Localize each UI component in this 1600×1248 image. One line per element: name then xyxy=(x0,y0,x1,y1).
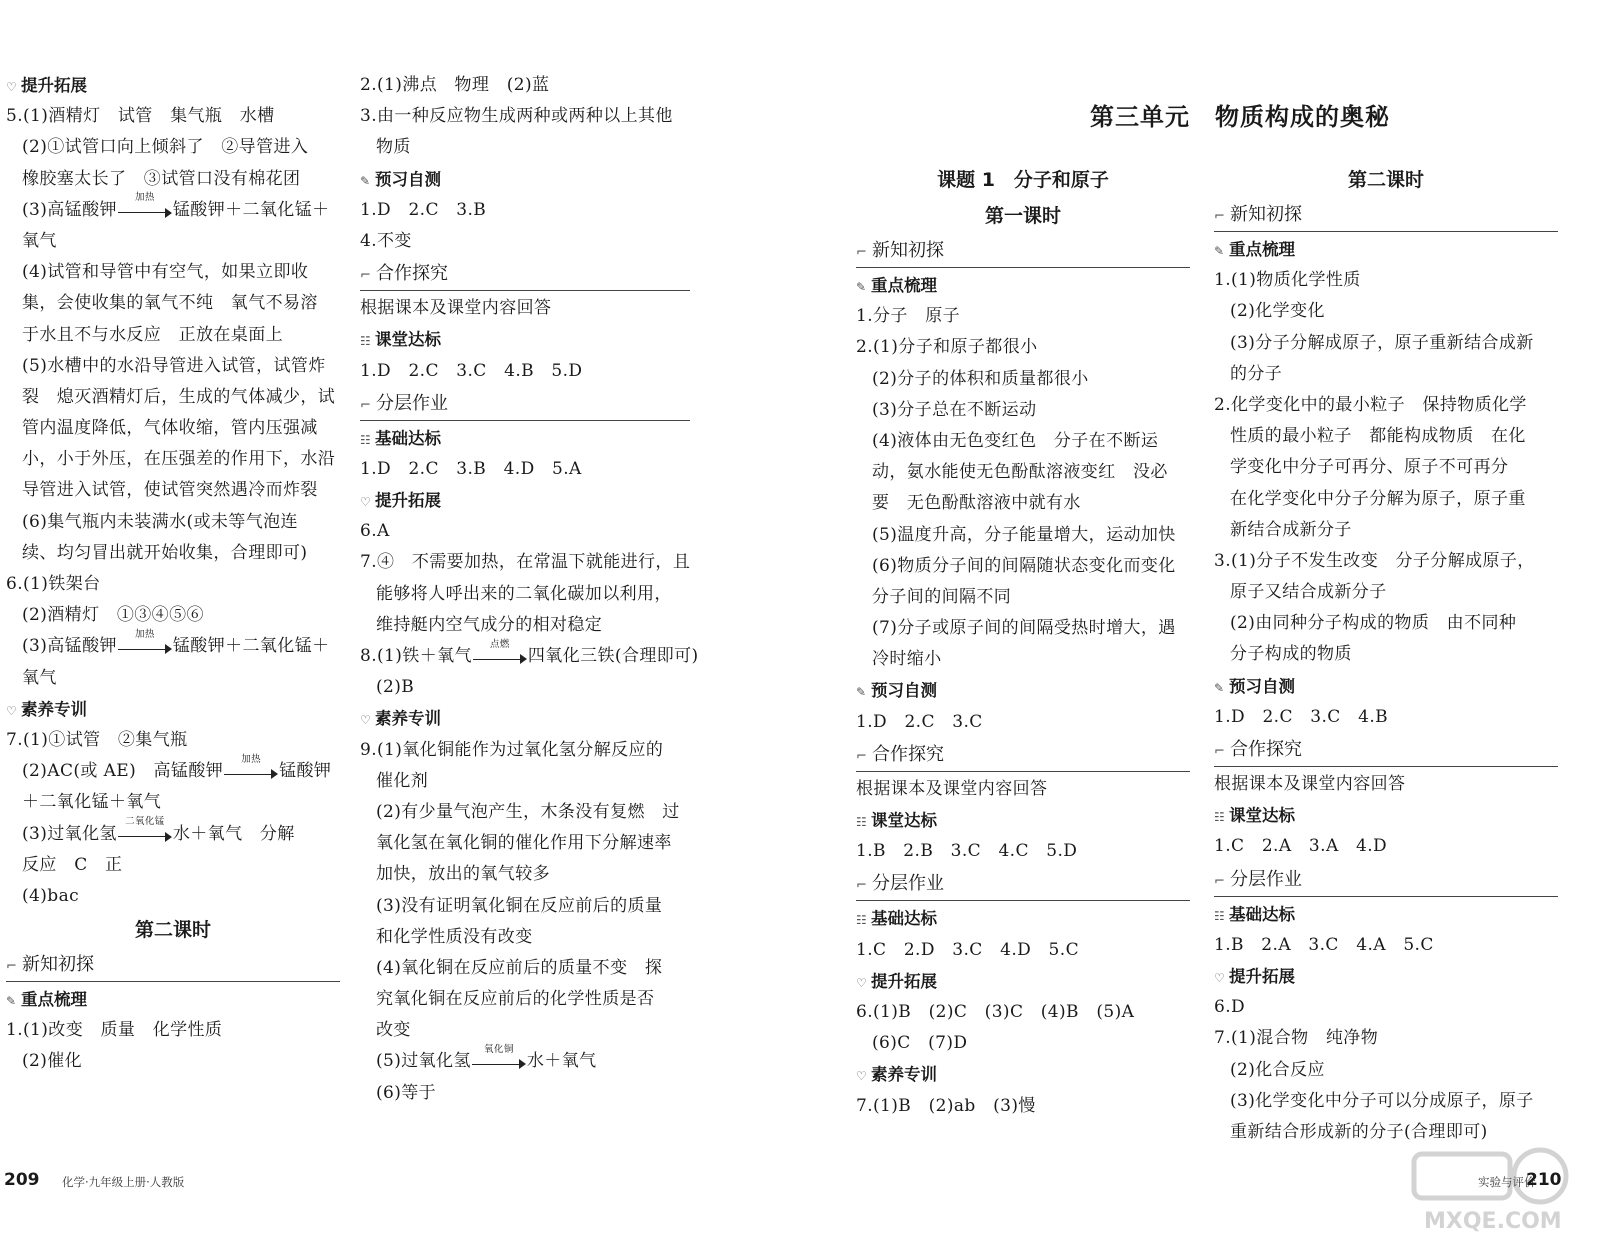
heading-text: 分层作业 xyxy=(376,392,448,414)
heading-text: 提升拓展 xyxy=(871,971,937,991)
reaction-arrow-icon xyxy=(118,628,172,655)
section-bar xyxy=(856,234,1190,268)
footer-right: 实验与评价 xyxy=(1478,1175,1536,1189)
equation-line xyxy=(360,1043,690,1077)
heading-text: 提升拓展 xyxy=(21,76,87,95)
section-title: 课题 1 分子和原子 xyxy=(937,169,1109,191)
equation-reactants: (2)AC(或 AE) 高锰酸钾 xyxy=(22,761,224,782)
answer-line: 反应 C 正 xyxy=(22,854,123,875)
heading-text: 基础达标 xyxy=(375,428,441,448)
book-icon: ☷ xyxy=(856,913,867,928)
heading-text: 课堂达标 xyxy=(375,330,441,350)
heading-text: 新知初探 xyxy=(1230,204,1302,225)
answer-line: (4)试管和导管中有空气，如果立即收 xyxy=(22,262,309,283)
answer-line: 根据课本及课堂内容回答 xyxy=(1214,774,1406,794)
flag-icon: ⌐ xyxy=(360,397,371,413)
right-column-1 xyxy=(856,162,1190,1122)
flag-icon: ⌐ xyxy=(856,748,867,764)
answer-line: 根据课本及课堂内容回答 xyxy=(856,778,1048,799)
answer-line: 分子构成的物质 xyxy=(1230,644,1352,665)
flag-icon: ⌐ xyxy=(856,878,867,894)
answer-line: 氧气 xyxy=(22,667,57,688)
answer-line: 1.(1)改变 质量 化学性质 xyxy=(6,1020,223,1041)
heading-text: 课堂达标 xyxy=(1229,806,1295,826)
reaction-arrow-icon xyxy=(118,816,172,842)
right-column-2 xyxy=(1214,162,1558,1148)
section-title: 第二课时 xyxy=(1347,169,1424,191)
section-heading xyxy=(856,1059,1190,1090)
answer-line: 1.B 2.B 3.C 4.C 5.D xyxy=(856,841,1078,862)
left-column-1 xyxy=(6,70,340,1078)
answer-line: (5)温度升高，分子能量增大，运动加快 xyxy=(872,524,1176,545)
equation-reactants: (3)过氧化氢 xyxy=(22,823,117,844)
answer-line: 2.(1)分子和原子都很小 xyxy=(856,337,1038,358)
equation-line xyxy=(6,192,340,226)
reaction-arrow-icon xyxy=(472,1043,526,1070)
equation-products: 水＋氧气 分解 xyxy=(172,823,295,844)
answer-line: 冷时缩小 xyxy=(872,649,942,670)
answer-line: 1.D 2.C 3.B xyxy=(360,199,487,220)
answer-line: 究氧化铜在反应前后的化学性质是否 xyxy=(376,989,655,1010)
section-title: 第二课时 xyxy=(134,919,211,942)
section-heading xyxy=(360,423,690,454)
answer-line: (5)水槽中的水沿导管进入试管，试管炸 xyxy=(22,355,326,376)
answer-line: 1.D 2.C 3.C 4.B 5.D xyxy=(360,360,583,381)
answer-line: 催化剂 xyxy=(376,770,429,791)
answer-line: 的分子 xyxy=(1230,363,1283,384)
answer-line: 重新结合形成新的分子(合理即可) xyxy=(1230,1121,1488,1142)
heading-text: 课堂达标 xyxy=(871,811,937,830)
section-bar xyxy=(360,387,690,421)
answer-line: 动，氨水能使无色酚酞溶液变红 没必 xyxy=(872,462,1168,483)
section-bar xyxy=(1214,198,1558,232)
svg-text:MXQE.COM: MXQE.COM xyxy=(1424,1209,1562,1234)
reaction-arrow-icon xyxy=(118,192,172,218)
book-icon: ☷ xyxy=(1214,908,1225,923)
section-bar xyxy=(1214,733,1558,767)
answer-line: 裂 熄灭酒精灯后，生成的气体减少，试 xyxy=(22,386,336,407)
answer-line: 1.D 2.C 3.B 4.D 5.A xyxy=(360,458,582,479)
section-heading xyxy=(360,703,690,734)
pen-icon: ✎ xyxy=(360,173,371,188)
section-heading xyxy=(856,675,1190,706)
answer-line: 学变化中分子可再分、原子不可再分 xyxy=(1230,457,1509,478)
heading-text: 新知初探 xyxy=(22,954,94,976)
page-number-left: 209 xyxy=(4,1170,40,1190)
reaction-condition: 二氧化锰 xyxy=(125,816,165,827)
answer-line: 续、均匀冒出就开始收集，合理即可) xyxy=(22,542,308,563)
answer-line: 分子间的间隔不同 xyxy=(872,586,1012,607)
pen-icon: ✎ xyxy=(1214,680,1225,695)
equation-line xyxy=(6,753,340,787)
heading-text: 基础达标 xyxy=(1229,904,1295,924)
answer-line: 要 无色酚酞溶液中就有水 xyxy=(872,493,1081,514)
bulb-icon: ♡ xyxy=(360,713,371,728)
flag-icon: ⌐ xyxy=(1214,744,1225,759)
section-heading xyxy=(856,270,1190,301)
answer-line: (4)氧化铜在反应前后的质量不变 探 xyxy=(376,957,663,978)
equation-reactants: (3)高锰酸钾 xyxy=(22,199,117,220)
heading-text: 新知初探 xyxy=(872,240,944,261)
flag-icon: ⌐ xyxy=(1214,209,1225,224)
answer-line: 7.(1)B (2)ab (3)慢 xyxy=(856,1095,1036,1116)
equation-products: 锰酸钾＋二氧化锰＋ xyxy=(172,199,330,220)
section-heading xyxy=(1214,800,1558,831)
answer-line: 2.(1)沸点 物理 (2)蓝 xyxy=(360,75,550,95)
section-heading xyxy=(1214,234,1558,265)
answer-line: 1.(1)物质化学性质 xyxy=(1214,270,1361,291)
left-column-2 xyxy=(360,70,699,1109)
section-heading xyxy=(360,324,690,355)
bulb-icon: ♡ xyxy=(1214,970,1225,985)
answer-line: 4.不变 xyxy=(360,230,412,251)
answer-line: (7)分子或原子间的间隔受热时增大，遇 xyxy=(872,618,1176,639)
section-bar xyxy=(6,948,340,982)
answer-line: 原子又结合成新分子 xyxy=(1230,582,1387,603)
section-heading xyxy=(1214,671,1558,702)
pen-icon: ✎ xyxy=(856,685,867,700)
answer-line: 维持艇内空气成分的相对稳定 xyxy=(376,614,603,635)
section-heading xyxy=(1214,961,1558,992)
book-icon: ☷ xyxy=(856,815,867,829)
reaction-condition: 加热 xyxy=(241,753,262,765)
answer-line: 能够将人呼出来的二氧化碳加以利用， xyxy=(376,583,672,604)
equation-reactants: (5)过氧化氢 xyxy=(376,1051,471,1072)
heading-text: 素养专训 xyxy=(375,709,441,729)
reaction-condition: 氧化铜 xyxy=(484,1043,514,1055)
answer-line: (2)由同种分子构成的物质 由不同种 xyxy=(1230,613,1517,634)
heading-text: 分层作业 xyxy=(1230,868,1302,890)
answer-line: 1.C 2.D 3.C 4.D 5.C xyxy=(856,939,1079,960)
answer-line: (3)分子总在不断运动 xyxy=(872,399,1037,420)
answer-line: 小，小于外压，在压强差的作用下，水沿 xyxy=(22,449,336,470)
answer-line: 根据课本及课堂内容回答 xyxy=(360,298,552,319)
answer-line: 9.(1)氧化铜能作为过氧化氢分解反应的 xyxy=(360,739,664,760)
heading-text: 提升拓展 xyxy=(375,491,441,511)
answer-line: (2)分子的体积和质量都很小 xyxy=(872,368,1089,389)
answer-line: 物质 xyxy=(376,137,411,158)
pen-icon: ✎ xyxy=(1214,244,1225,258)
answer-line: 集，会使收集的氧气不纯 氧气不易溶 xyxy=(22,293,318,314)
answer-line: 6.(1)铁架台 xyxy=(6,574,101,594)
equation-products: 锰酸钾＋二氧化锰＋ xyxy=(172,636,330,657)
section-bar xyxy=(1214,863,1558,897)
answer-line: (2)催化 xyxy=(22,1051,83,1072)
reaction-condition: 加热 xyxy=(134,628,155,640)
section-heading xyxy=(6,70,340,101)
unit-title: 第三单元 物质构成的奥秘 xyxy=(1090,103,1390,131)
book-icon: ☷ xyxy=(360,334,371,349)
equation-line xyxy=(6,628,340,662)
flag-icon: ⌐ xyxy=(6,959,17,975)
answer-line: 1.D 2.C 3.C 4.B xyxy=(1214,706,1389,727)
section-heading xyxy=(856,966,1190,997)
section-bar xyxy=(856,867,1190,901)
answer-line: (2)化合反应 xyxy=(1230,1059,1325,1080)
answer-line: 橡胶塞太长了 ③试管口没有棉花团 xyxy=(22,168,301,189)
heading-text: 预习自测 xyxy=(871,681,937,701)
answer-line: 性质的最小粒子 都能构成物质 在化 xyxy=(1230,426,1526,447)
reaction-arrow-icon xyxy=(224,753,278,780)
bulb-icon: ♡ xyxy=(6,80,17,94)
answer-line: 6.D xyxy=(1214,997,1246,1018)
reaction-arrow-icon xyxy=(473,638,527,665)
answer-line: 1.B 2.A 3.C 4.A 5.C xyxy=(1214,934,1434,955)
equation-line xyxy=(360,638,699,672)
section-heading xyxy=(856,903,1190,934)
bulb-icon: ♡ xyxy=(360,495,371,510)
heading-text: 合作探究 xyxy=(1230,739,1302,760)
equation-line xyxy=(6,816,340,850)
answer-line: 1.D 2.C 3.C xyxy=(856,711,983,732)
answer-line: (2)①试管口向上倾斜了 ②导管进入 xyxy=(22,137,309,158)
equation-reactants: (3)高锰酸钾 xyxy=(22,636,117,657)
answer-line: 和化学性质没有改变 xyxy=(376,926,533,947)
book-icon: ☷ xyxy=(360,432,371,447)
footer-left: 化学·九年级上册·人教版 xyxy=(62,1175,185,1189)
flag-icon: ⌐ xyxy=(360,268,371,284)
reaction-condition: 点燃 xyxy=(490,638,510,650)
reaction-condition: 加热 xyxy=(134,192,155,204)
answer-line: 7.④ 不需要加热，在常温下就能进行，且 xyxy=(360,552,691,573)
flag-icon: ⌐ xyxy=(1214,873,1225,889)
flag-icon: ⌐ xyxy=(856,245,867,260)
answer-line: 1.分子 原子 xyxy=(856,306,961,327)
answer-line: 6.(1)B (2)C (3)C (4)B (5)A xyxy=(856,1001,1135,1022)
answer-line: (6)物质分子间的间隔随状态变化而变化 xyxy=(872,555,1176,576)
pen-icon: ✎ xyxy=(856,280,867,294)
answer-line: (6)等于 xyxy=(376,1082,437,1103)
answer-line: (2)B xyxy=(376,677,415,698)
bulb-icon: ♡ xyxy=(856,1069,867,1084)
section-title: 第一课时 xyxy=(984,205,1061,227)
answer-line: (2)化学变化 xyxy=(1230,301,1325,322)
section-heading xyxy=(360,485,690,516)
right-page xyxy=(800,0,1600,1248)
heading-text: 重点梳理 xyxy=(1229,240,1295,259)
answer-line: (3)化学变化中分子可以分成原子，原子 xyxy=(1230,1090,1534,1111)
answer-line: (3)分子分解成原子，原子重新结合成新 xyxy=(1230,332,1534,353)
answer-line: 氧气 xyxy=(22,230,57,251)
answer-line: 7.(1)①试管 ②集气瓶 xyxy=(6,729,188,750)
pen-icon: ✎ xyxy=(6,994,17,1009)
answer-line: 1.C 2.A 3.A 4.D xyxy=(1214,836,1388,857)
answer-line: (6)C (7)D xyxy=(872,1033,968,1054)
answer-line: 加快，放出的氧气较多 xyxy=(376,864,550,885)
answer-line: 5.(1)酒精灯 试管 集气瓶 水槽 xyxy=(6,106,275,127)
heading-text: 预习自测 xyxy=(375,169,441,189)
section-heading xyxy=(6,984,340,1015)
answer-line: 于水且不与水反应 正放在桌面上 xyxy=(22,324,283,345)
book-icon: ☷ xyxy=(1214,810,1225,825)
heading-text: 提升拓展 xyxy=(1229,966,1295,986)
heading-text: 分层作业 xyxy=(872,873,944,895)
section-heading xyxy=(856,805,1190,836)
bulb-icon: ♡ xyxy=(6,703,17,718)
heading-text: 重点梳理 xyxy=(871,276,937,295)
answer-line: (2)有少量气泡产生，木条没有复燃 过 xyxy=(376,801,680,822)
section-heading xyxy=(1214,899,1558,930)
watermark-logo xyxy=(1410,1136,1580,1236)
heading-text: 合作探究 xyxy=(376,263,448,285)
section-heading xyxy=(6,694,340,725)
heading-text: 合作探究 xyxy=(872,743,944,765)
section-bar xyxy=(856,738,1190,772)
answer-line: ＋二氧化锰＋氧气 xyxy=(22,792,162,813)
section-heading xyxy=(360,164,690,195)
answer-line: 氧化氢在氧化铜的催化作用下分解速率 xyxy=(376,833,672,854)
answer-line: (4)bac xyxy=(22,885,80,906)
heading-text: 预习自测 xyxy=(1229,676,1295,696)
answer-line: 改变 xyxy=(376,1020,411,1041)
heading-text: 素养专训 xyxy=(21,699,87,719)
answer-line: (2)酒精灯 ①③④⑤⑥ xyxy=(22,605,204,626)
equation-products: 四氧化三铁(合理即可) xyxy=(527,646,699,666)
page-number-right: 210 xyxy=(1526,1170,1562,1190)
section-bar xyxy=(360,257,690,291)
answer-line: 管内温度降低，气体收缩，管内压强减 xyxy=(22,418,318,439)
answer-line: 导管进入试管，使试管突然遇冷而炸裂 xyxy=(22,480,318,501)
answer-line: 6.A xyxy=(360,521,390,542)
equation-reactants: 8.(1)铁＋氧气 xyxy=(360,646,472,666)
bulb-icon: ♡ xyxy=(856,975,867,990)
heading-text: 素养专训 xyxy=(871,1065,937,1085)
answer-line: (6)集气瓶内未装满水(或未等气泡连 xyxy=(22,511,298,532)
answer-line: 在化学变化中分子分解为原子，原子重 xyxy=(1230,488,1526,509)
answer-line: 7.(1)混合物 纯净物 xyxy=(1214,1028,1379,1049)
answer-line: 新结合成新分子 xyxy=(1230,519,1352,540)
equation-products: 锰酸钾 xyxy=(279,761,332,782)
answer-line: (4)液体由无色变红色 分子在不断运 xyxy=(872,430,1159,451)
answer-line: (3)没有证明氧化铜在反应前后的质量 xyxy=(376,895,663,916)
answer-line: 2.化学变化中的最小粒子 保持物质化学 xyxy=(1214,394,1527,415)
heading-text: 重点梳理 xyxy=(21,990,87,1010)
equation-products: 水＋氧气 xyxy=(526,1051,597,1072)
answer-line: 3.由一种反应物生成两种或两种以上其他 xyxy=(360,106,673,127)
answer-line: 3.(1)分子不发生改变 分子分解成原子， xyxy=(1214,550,1535,571)
heading-text: 基础达标 xyxy=(871,909,937,929)
